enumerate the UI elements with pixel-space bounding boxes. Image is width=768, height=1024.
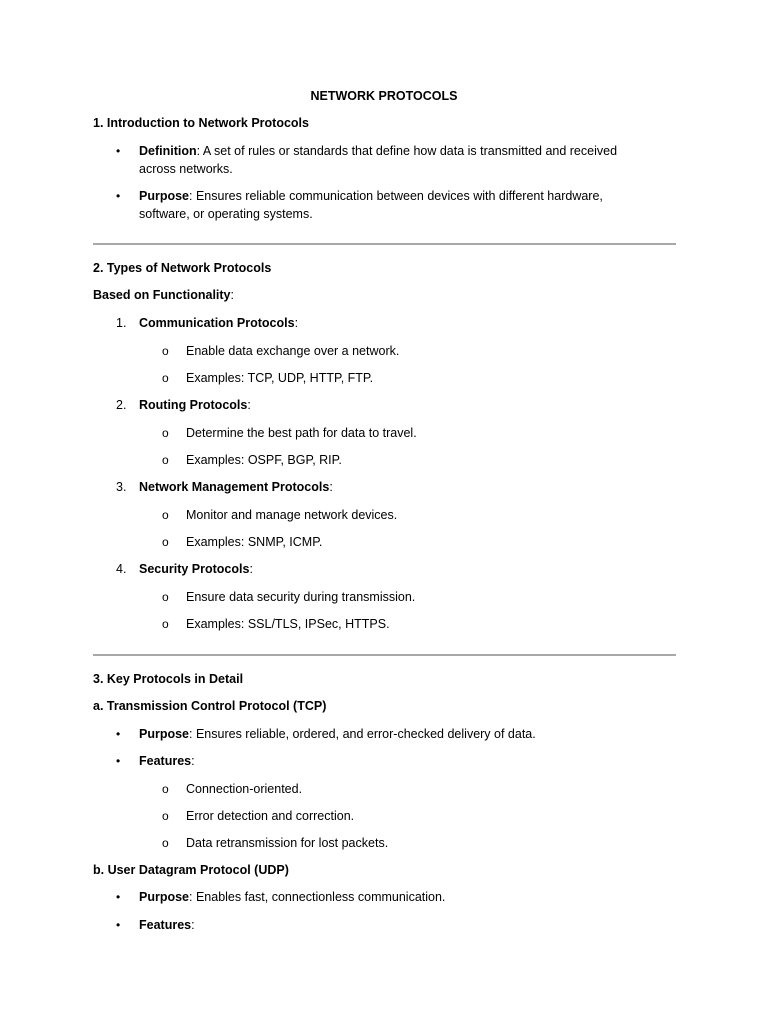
tcp-purpose-line: Purpose: Ensures reliable, ordered, and error-checked delivery of data. <box>139 727 536 741</box>
page-title: NETWORK PROTOCOLS <box>310 89 458 103</box>
sub-list-item: Examples: OSPF, BGP, RIP. <box>186 453 342 467</box>
circle-bullet-icon: o <box>162 809 169 823</box>
sub-list-item: Ensure data security during transmission. <box>186 590 416 604</box>
circle-bullet-icon: o <box>162 508 169 522</box>
udp-purpose-line: Purpose: Enables fast, connectionless communication. <box>139 890 446 904</box>
definition-text: : A set of rules or standards that define how data is transmitted and received <box>196 144 618 158</box>
circle-bullet-icon: o <box>162 782 169 796</box>
section-heading-types: 2. Types of Network Protocols <box>93 261 272 275</box>
sub-list-item: Determine the best path for data to travel. <box>186 426 417 440</box>
sub-list-item: Data retransmission for lost packets. <box>186 836 389 850</box>
list-number: 4. <box>116 562 127 576</box>
purpose-term: Purpose <box>139 189 190 203</box>
bullet-icon: • <box>116 144 121 158</box>
circle-bullet-icon: o <box>162 535 169 549</box>
tcp-heading: a. Transmission Control Protocol (TCP) <box>93 699 327 713</box>
tcp-features-line: Features: <box>139 754 195 768</box>
section-divider <box>93 654 676 656</box>
section-divider <box>93 243 676 245</box>
circle-bullet-icon: o <box>162 371 169 385</box>
purpose-text-cont: software, or operating systems. <box>139 207 313 221</box>
sub-list-item: Examples: SNMP, ICMP. <box>186 535 323 549</box>
functionality-subheading: Based on Functionality: <box>93 288 234 302</box>
bullet-icon: • <box>116 727 121 741</box>
bullet-icon: • <box>116 918 121 932</box>
circle-bullet-icon: o <box>162 836 169 850</box>
list-item: Communication Protocols: <box>139 316 299 330</box>
definition-term: Definition <box>139 144 197 158</box>
circle-bullet-icon: o <box>162 590 169 604</box>
bullet-icon: • <box>116 754 121 768</box>
bullet-icon: • <box>116 189 121 203</box>
list-number: 3. <box>116 480 127 494</box>
udp-features-line: Features: <box>139 918 195 932</box>
sub-list-item: Monitor and manage network devices. <box>186 508 398 522</box>
sub-list-item: Examples: SSL/TLS, IPSec, HTTPS. <box>186 617 390 631</box>
sub-list-item: Error detection and correction. <box>186 809 355 823</box>
sub-list-item: Examples: TCP, UDP, HTTP, FTP. <box>186 371 374 385</box>
list-number: 2. <box>116 398 127 412</box>
section-heading-intro: 1. Introduction to Network Protocols <box>93 116 309 130</box>
udp-heading: b. User Datagram Protocol (UDP) <box>93 863 289 877</box>
section-heading-key: 3. Key Protocols in Detail <box>93 672 244 686</box>
bullet-icon: • <box>116 890 121 904</box>
definition-line <box>139 142 617 160</box>
list-item: Network Management Protocols: <box>139 480 333 494</box>
circle-bullet-icon: o <box>162 344 169 358</box>
list-item: Routing Protocols: <box>139 398 251 412</box>
circle-bullet-icon: o <box>162 453 169 467</box>
circle-bullet-icon: o <box>162 617 169 631</box>
sub-list-item: Connection-oriented. <box>186 782 303 796</box>
list-number: 1. <box>116 316 127 330</box>
list-item: Security Protocols: <box>139 562 253 576</box>
purpose-text: : Ensures reliable communication between devices with different hardware, <box>189 189 603 203</box>
sub-list-item: Enable data exchange over a network. <box>186 344 400 358</box>
circle-bullet-icon: o <box>162 426 169 440</box>
purpose-line <box>139 187 603 205</box>
definition-text-cont: across networks. <box>139 162 233 176</box>
